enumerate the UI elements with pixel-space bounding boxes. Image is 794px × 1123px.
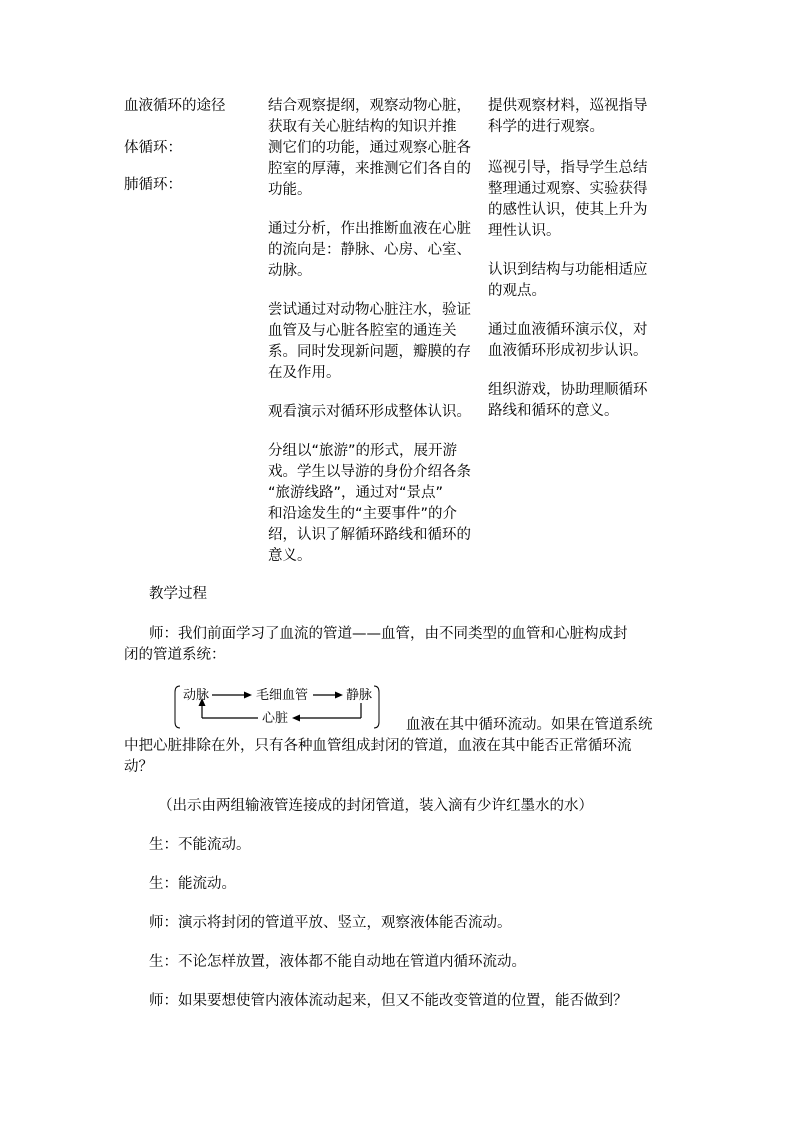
table-cell-pulmonary: 肺循环：	[124, 177, 182, 193]
paragraph-line: （出示由两组输液管连接成的封闭管道，装入滴有少许红墨水的水）	[158, 798, 593, 814]
diagram-label-artery: 动脉	[183, 688, 210, 703]
paragraph-line: 师：演示将封闭的管道平放、竖立，观察液体能否流动。	[149, 915, 512, 931]
teacher-activity-line: 通过血液循环演示仪，对	[488, 322, 648, 338]
student-activity-line: 获取有关心脏结构的知识并推	[268, 119, 457, 135]
teacher-activity-line: 的感性认识，使其上升为	[488, 202, 648, 218]
teacher-activity-line: 理性认识。	[488, 223, 561, 239]
student-activity-line: 血管及与心脏各腔室的通连关	[268, 323, 457, 339]
paragraph-line: 师：我们前面学习了血流的管道——血管，由不同类型的血管和心脏构成封	[149, 626, 628, 642]
student-activity-line: 分组以“旅游”的形式，展开游	[268, 443, 458, 459]
student-activity-line: 动脉。	[268, 263, 312, 279]
paragraph-line: 中把心脏排除在外，只有各种血管组成封闭的管道，血液在其中能否正常循环流	[124, 738, 632, 754]
diagram-label-vein: 静脉	[346, 688, 373, 703]
diagram-label-heart: 心脏	[262, 711, 289, 726]
student-activity-line: 意义。	[268, 548, 312, 564]
table-cell-topic: 血液循环的途径	[124, 98, 226, 114]
student-activity-line: 观看演示对循环形成整体认识。	[268, 404, 471, 420]
table-cell-systemic: 体循环：	[124, 140, 182, 156]
teacher-activity-line: 路线和循环的意义。	[488, 403, 619, 419]
paragraph-line: 师：如果要想使管内液体流动起来，但又不能改变管道的位置，能否做到？	[149, 993, 628, 1009]
student-activity-line: 绍，认识了解循环路线和循环的	[268, 527, 471, 543]
paragraph-line: 血液在其中循环流动。如果在管道系统	[406, 717, 653, 733]
teacher-activity-line: 组织游戏，协助理顺循环	[488, 382, 648, 398]
paragraph-line: 生：不论怎样放置，液体都不能自动地在管道内循环流动。	[149, 954, 526, 970]
student-activity-line: 腔室的厚薄，来推测它们各自的	[268, 161, 471, 177]
paragraph-line: 生：不能流动。	[149, 837, 251, 853]
teacher-activity-line: 科学的进行观察。	[488, 119, 604, 135]
student-activity-line: 结合观察提纲，观察动物心脏，	[268, 98, 471, 114]
paragraph-line: 闭的管道系统：	[124, 647, 226, 663]
teacher-activity-line: 的观点。	[488, 283, 546, 299]
teacher-activity-line: 认识到结构与功能相适应	[488, 262, 648, 278]
teacher-activity-line: 巡视引导，指导学生总结	[488, 160, 648, 176]
student-activity-line: 测它们的功能，通过观察心脏各	[268, 140, 471, 156]
student-activity-line: 和沿途发生的“主要事件”的介	[268, 506, 458, 522]
student-activity-line: “旅游线路”，通过对“景点”	[268, 485, 444, 501]
student-activity-line: 系。同时发现新问题，瓣膜的存	[268, 344, 471, 360]
circulation-diagram	[174, 684, 382, 730]
section-title: 教学过程	[149, 586, 207, 602]
teacher-activity-line: 提供观察材料，巡视指导	[488, 98, 648, 114]
student-activity-line: 通过分析，作出推断血液在心脏	[268, 221, 471, 237]
student-activity-line: 在及作用。	[268, 365, 341, 381]
paragraph-line: 生：能流动。	[149, 876, 236, 892]
teacher-activity-line: 整理通过观察、实验获得	[488, 181, 648, 197]
teacher-activity-line: 血液循环形成初步认识。	[488, 343, 648, 359]
student-activity-line: 的流向是：静脉、心房、心室、	[268, 242, 471, 258]
diagram-label-capillary: 毛细血管	[256, 688, 309, 703]
student-activity-line: 功能。	[268, 182, 312, 198]
student-activity-line: 尝试通过对动物心脏注水，验证	[268, 302, 471, 318]
paragraph-line: 动？	[124, 759, 153, 775]
student-activity-line: 戏。学生以导游的身份介绍各条	[268, 464, 471, 480]
